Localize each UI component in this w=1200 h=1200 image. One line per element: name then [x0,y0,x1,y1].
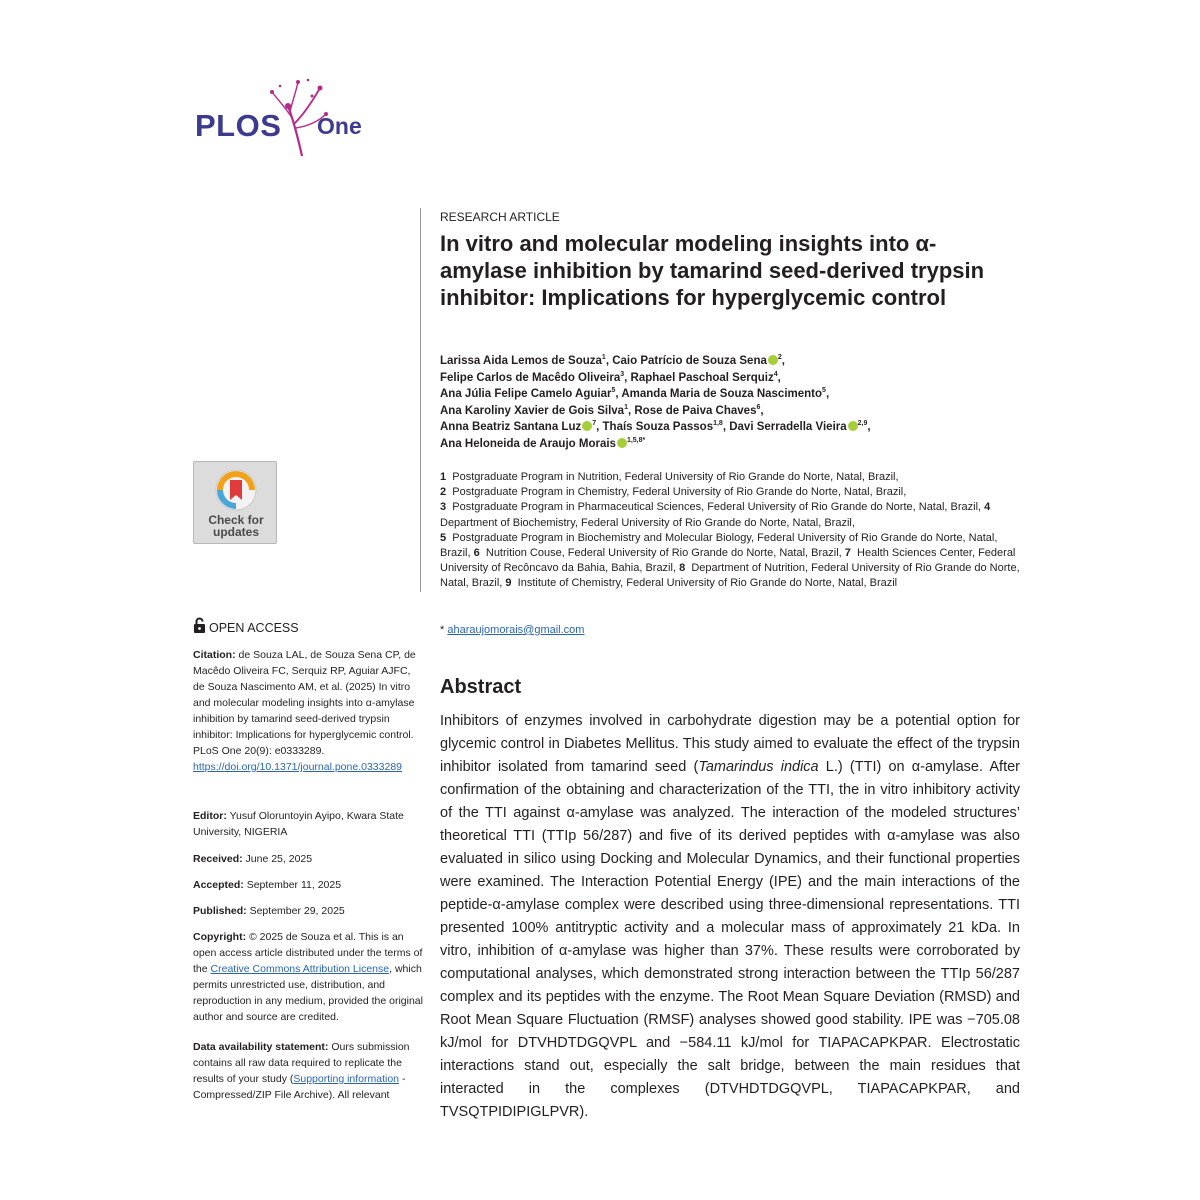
author: Amanda Maria de Souza Nascimento [621,388,823,400]
orcid-icon[interactable] [848,421,858,431]
email-link[interactable]: aharaujomorais@gmail.com [447,624,585,636]
article-title: In vitro and molecular modeling insights into α-amylase inhibition by tamarind seed-derived trypsin inhibitor: Implications for hyperglycemic control [440,231,985,310]
abstract-text: Inhibitors of enzymes involved in carbohydrate digestion may be a potential option for glycemic control in Diabetes Mellitus. This study aimed to evaluate the effect of the trypsin inhibitor isolated from tamarind seed (Tamarindus indica L.) (TTI) on α-amylase. After confirmation of the obtaining and characterization of the TTI, the in vitro inhibitory activity of the TTI against α-amylase was analyzed. The interaction of the modeled structures’ theoretical TTI (TTIp 56/287) and five of its derived peptides with α-amylase was also evaluated in silico using Docking and Molecular Dynamics, and their functional properties were examined. The Interaction Potential Energy (IPE) and the main interactions of the peptide-α-amylase complex were described using three-dimensional representations. TTI presented 100% antitryptic activity and a molecular mass of approximately 21 kDa. In vitro, inhibition of α-amylase was higher than 37%. These results were corroborated by computational analyses, which demonstrated strong interaction between the TTIp 56/287 complex and its peptides with the enzyme. The Root Mean Square Deviation (RMSD) and Root Mean Square Fluctuation (RMSF) analyses showed good stability. IPE was −705.08 kJ/mol for DTVHDTDGQVPL and −584.11 kJ/mol for TIAPACAPKPAR. Electrostatic interactions stand out, especially the salt bridge, between the main residues that interacted in the complexes (DTVHDTDGQVPL, TIAPACAPKPAR, and TVSQTPIDIPIGLPVR). [440,713,1021,1120]
author: Rose de Paiva Chaves [634,404,757,417]
logo-wordmark: PLOS [195,108,282,143]
author-list: Larissa Aida Lemos de Souza$^1$, Caio Patrício de Souza Sena $^2$, Felipe Carlos de Macêdo Oliveira$^3$, Raphael Paschoal Serquiz$^4$, Ana Júlia Felipe Camelo Aguiar$^5$, Amanda Maria de Souza Nascimento$^5$, Ana Karoliny Xavier de Gois Silva$^1$, Rose de Paiva Chaves$^6$, Anna Beatriz Santana Luz $^7$, Thaís Souza Passos$^{1,8}$, Davi Serradella Vieira $^{2,9}$, Ana Heloneida de Araujo Morais $^{1,5,8*}$ [440,354,871,450]
editor-block: Editor: Yusuf Oloruntoyin Ayipo, Kwara State University, NIGERIA [193,810,404,838]
open-access-label: OPEN ACCESS [209,621,299,635]
received-date: Received: June 25, 2025 [193,853,313,865]
open-access-badge [193,617,299,635]
citation-block: Citation: de Souza LAL, de Souza Sena CP, de Macêdo Oliveira FC, Serquiz RP, Aguiar AJFC, de Souza Nascimento AM, et al. (2025) In vitro and molecular modeling insights into α-amylase inhibition by tamarind seed-derived trypsin inhibitor: Implications for hyperglycemic control. PLoS One 20(9): e0333289. https://doi.org/10.1371/journal.pone.0333289 [193,649,416,773]
plos-one-logo[interactable] [190,78,380,164]
open-lock-icon [193,617,206,634]
citation-doi-link[interactable]: https://doi.org/10.1371/journal.pone.0333289 [193,761,403,773]
copyright-block: Copyright: © 2025 de Souza et al. This is an open access article distributed under the terms of the Creative Commons Attribution License, which permits unrestricted use, distribution, and reproduction in any medium, provided the original author and source are credited. [193,931,423,1023]
accepted-date: Accepted: September 11, 2025 [193,879,342,891]
author: Davi Serradella Vieira [729,421,847,433]
check-for-updates-button[interactable] [193,461,277,544]
article-type: RESEARCH ARTICLE [440,210,560,224]
logo-suffix: One [317,113,362,139]
data-availability-block: Data availability statement: Ours submission contains all raw data required to replicate the results of your study (Supporting information - Compressed/ZIP File Archive). All relevant [193,1041,410,1101]
orcid-icon[interactable] [582,421,592,431]
check-for-updates-label: Check for updates [208,513,264,539]
author: Thaís Souza Passos [602,421,714,433]
author: Ana Heloneida de Araujo Morais [440,437,616,450]
author: Caio Patrício de Souza Sena [612,355,767,367]
cc-license-link[interactable]: Creative Commons Attribution License [210,963,390,975]
author: Raphael Paschoal Serquiz [630,371,774,384]
affiliation-list: 1 Postgraduate Program in Nutrition, Federal University of Rio Grande do Norte, Natal, Brazil, 2 Postgraduate Program in Chemistry, Federal University of Rio Grande do Norte, Natal, Brazil, 3 Postgraduate Program in Pharmaceutical Sciences, Federal University of Rio Grande do Norte, Natal, Brazil, 4 Department of Biochemistry, Federal University of Rio Grande do Norte, Natal, Brazil, 5 Postgraduate Program in Biochemistry and Molecular Biology, Federal University of Rio Grande do Norte, Natal, Brazil, 6 Nutrition Couse, Federal University of Rio Grande do Norte, Natal, Brazil, 7 Health Sciences Center, Federal University of Recôncavo da Bahia, Bahia, Brazil, 8 Department of Nutrition, Federal University of Rio Grande do Norte, Natal, Brazil, 9 Institute of Chemistry, Federal University of Rio Grande do Norte, Natal, Brazil [440,471,1020,590]
author: Anna Beatriz Santana Luz [440,421,582,433]
crossmark-icon [214,468,258,512]
supporting-info-link[interactable]: Supporting information [293,1073,400,1085]
author: Ana Karoliny Xavier de Gois Silva [440,404,625,417]
published-date: Published: September 29, 2025 [193,905,345,917]
orcid-icon[interactable] [768,355,778,365]
orcid-icon[interactable] [617,438,627,448]
author: Larissa Aida Lemos de Souza [440,355,602,367]
column-divider [420,208,421,592]
abstract-heading: Abstract [440,676,522,698]
author: Felipe Carlos de Macêdo Oliveira [440,371,621,384]
corresponding-email: * aharaujomorais@gmail.com [440,624,585,636]
author: Ana Júlia Felipe Camelo Aguiar [440,388,612,400]
